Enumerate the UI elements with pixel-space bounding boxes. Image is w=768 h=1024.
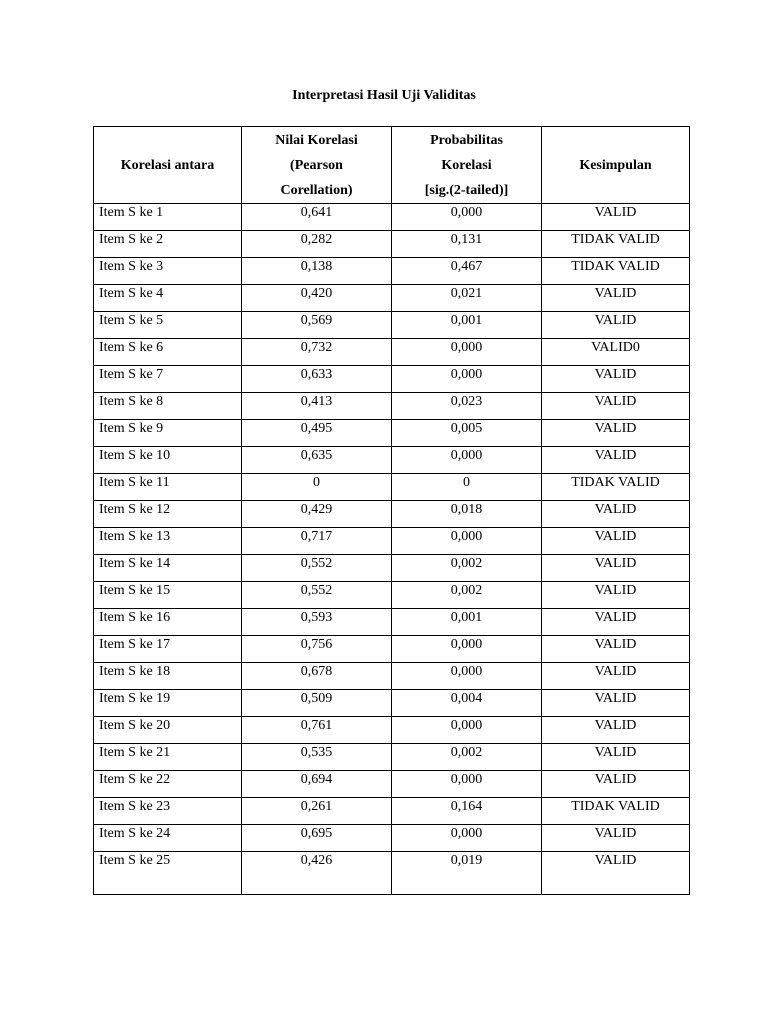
probabilitas-cell: 0,004: [392, 690, 542, 717]
table-row: [94, 771, 690, 798]
probabilitas-cell: 0,000: [392, 825, 542, 852]
nilai-korelasi-cell: 0,535: [242, 744, 392, 771]
table-row: [94, 636, 690, 663]
kesimpulan-cell: VALID: [542, 636, 690, 663]
kesimpulan-cell: VALID: [542, 852, 690, 895]
nilai-korelasi-cell: 0,641: [242, 204, 392, 231]
probabilitas-cell: 0,131: [392, 231, 542, 258]
nilai-korelasi-cell: 0,413: [242, 393, 392, 420]
validity-table: [93, 126, 690, 895]
item-cell: Item S ke 17: [94, 636, 242, 663]
nilai-korelasi-cell: 0,509: [242, 690, 392, 717]
table-header-row: [94, 127, 690, 204]
table-row: [94, 231, 690, 258]
table-row: [94, 690, 690, 717]
item-cell: Item S ke 19: [94, 690, 242, 717]
nilai-korelasi-cell: 0,552: [242, 555, 392, 582]
item-cell: Item S ke 23: [94, 798, 242, 825]
probabilitas-cell: 0,002: [392, 555, 542, 582]
item-cell: Item S ke 2: [94, 231, 242, 258]
item-cell: Item S ke 14: [94, 555, 242, 582]
header-korelasi-antara: [94, 127, 242, 204]
item-cell: Item S ke 10: [94, 447, 242, 474]
table-row: [94, 798, 690, 825]
probabilitas-cell: 0,000: [392, 528, 542, 555]
kesimpulan-cell: TIDAK VALID: [542, 798, 690, 825]
nilai-korelasi-cell: 0,695: [242, 825, 392, 852]
table-row: [94, 474, 690, 501]
nilai-korelasi-cell: 0,717: [242, 528, 392, 555]
table-row: [94, 852, 690, 895]
probabilitas-cell: 0,021: [392, 285, 542, 312]
table-row: [94, 393, 690, 420]
kesimpulan-cell: VALID: [542, 771, 690, 798]
probabilitas-cell: 0,000: [392, 717, 542, 744]
item-cell: Item S ke 3: [94, 258, 242, 285]
probabilitas-cell: 0,000: [392, 636, 542, 663]
page-title: Interpretasi Hasil Uji Validitas: [292, 88, 476, 103]
kesimpulan-cell: VALID: [542, 501, 690, 528]
table-row: [94, 609, 690, 636]
header-nilai-korelasi: [242, 127, 392, 204]
probabilitas-cell: 0,000: [392, 366, 542, 393]
nilai-korelasi-cell: 0,552: [242, 582, 392, 609]
kesimpulan-cell: VALID: [542, 609, 690, 636]
nilai-korelasi-cell: 0,761: [242, 717, 392, 744]
header-probabilitas-line-3: [sig.(2-tailed)]: [424, 182, 509, 198]
table-row: [94, 366, 690, 393]
nilai-korelasi-cell: 0,261: [242, 798, 392, 825]
kesimpulan-cell: VALID: [542, 582, 690, 609]
table-row: [94, 420, 690, 447]
item-cell: Item S ke 20: [94, 717, 242, 744]
item-cell: Item S ke 5: [94, 312, 242, 339]
table-row: [94, 825, 690, 852]
nilai-korelasi-cell: 0,678: [242, 663, 392, 690]
probabilitas-cell: 0,000: [392, 663, 542, 690]
nilai-korelasi-cell: 0,732: [242, 339, 392, 366]
nilai-korelasi-cell: 0,429: [242, 501, 392, 528]
item-cell: Item S ke 4: [94, 285, 242, 312]
header-nilai-korelasi-line-1: Nilai Korelasi: [275, 132, 358, 148]
nilai-korelasi-cell: 0,593: [242, 609, 392, 636]
table-row: [94, 312, 690, 339]
header-probabilitas-line-2: Korelasi: [441, 157, 492, 173]
nilai-korelasi-cell: 0,694: [242, 771, 392, 798]
header-korelasi-antara-label: Korelasi antara: [120, 157, 215, 173]
kesimpulan-cell: VALID: [542, 447, 690, 474]
table-row: [94, 447, 690, 474]
table-row: [94, 258, 690, 285]
kesimpulan-cell: VALID: [542, 312, 690, 339]
table-row: [94, 285, 690, 312]
probabilitas-cell: 0,000: [392, 204, 542, 231]
nilai-korelasi-cell: 0,756: [242, 636, 392, 663]
kesimpulan-cell: VALID: [542, 825, 690, 852]
kesimpulan-cell: VALID: [542, 663, 690, 690]
table-row: [94, 582, 690, 609]
item-cell: Item S ke 8: [94, 393, 242, 420]
item-cell: Item S ke 12: [94, 501, 242, 528]
kesimpulan-cell: VALID: [542, 366, 690, 393]
item-cell: Item S ke 18: [94, 663, 242, 690]
kesimpulan-cell: VALID0: [542, 339, 690, 366]
table-row: [94, 339, 690, 366]
probabilitas-cell: 0,002: [392, 582, 542, 609]
kesimpulan-cell: VALID: [542, 204, 690, 231]
header-nilai-korelasi-line-2: (Pearson: [290, 157, 343, 173]
table-body: [94, 204, 690, 895]
item-cell: Item S ke 24: [94, 825, 242, 852]
probabilitas-cell: 0,023: [392, 393, 542, 420]
table-row: [94, 501, 690, 528]
probabilitas-cell: 0,002: [392, 744, 542, 771]
probabilitas-cell: 0,018: [392, 501, 542, 528]
nilai-korelasi-cell: 0,495: [242, 420, 392, 447]
kesimpulan-cell: VALID: [542, 717, 690, 744]
probabilitas-cell: 0: [392, 474, 542, 501]
nilai-korelasi-cell: 0,426: [242, 852, 392, 895]
table-row: [94, 555, 690, 582]
kesimpulan-cell: TIDAK VALID: [542, 258, 690, 285]
item-cell: Item S ke 21: [94, 744, 242, 771]
item-cell: Item S ke 6: [94, 339, 242, 366]
probabilitas-cell: 0,000: [392, 771, 542, 798]
probabilitas-cell: 0,001: [392, 609, 542, 636]
item-cell: Item S ke 11: [94, 474, 242, 501]
table-row: [94, 717, 690, 744]
header-probabilitas-line-1: Probabilitas: [430, 132, 503, 148]
nilai-korelasi-cell: 0,569: [242, 312, 392, 339]
header-probabilitas-korelasi: [392, 127, 542, 204]
probabilitas-cell: 0,164: [392, 798, 542, 825]
item-cell: Item S ke 13: [94, 528, 242, 555]
kesimpulan-cell: VALID: [542, 285, 690, 312]
header-nilai-korelasi-line-3: Corellation): [280, 182, 353, 198]
probabilitas-cell: 0,467: [392, 258, 542, 285]
header-kesimpulan-label: Kesimpulan: [579, 157, 652, 173]
table-row: [94, 528, 690, 555]
nilai-korelasi-cell: 0,635: [242, 447, 392, 474]
kesimpulan-cell: VALID: [542, 555, 690, 582]
probabilitas-cell: 0,000: [392, 447, 542, 474]
table-row: [94, 663, 690, 690]
header-kesimpulan: [542, 127, 690, 204]
item-cell: Item S ke 25: [94, 852, 242, 895]
item-cell: Item S ke 15: [94, 582, 242, 609]
nilai-korelasi-cell: 0,633: [242, 366, 392, 393]
item-cell: Item S ke 22: [94, 771, 242, 798]
item-cell: Item S ke 1: [94, 204, 242, 231]
item-cell: Item S ke 16: [94, 609, 242, 636]
kesimpulan-cell: VALID: [542, 420, 690, 447]
kesimpulan-cell: VALID: [542, 690, 690, 717]
probabilitas-cell: 0,019: [392, 852, 542, 895]
kesimpulan-cell: TIDAK VALID: [542, 231, 690, 258]
kesimpulan-cell: TIDAK VALID: [542, 474, 690, 501]
nilai-korelasi-cell: 0,420: [242, 285, 392, 312]
nilai-korelasi-cell: 0: [242, 474, 392, 501]
table-row: [94, 204, 690, 231]
table-row: [94, 744, 690, 771]
probabilitas-cell: 0,000: [392, 339, 542, 366]
item-cell: Item S ke 7: [94, 366, 242, 393]
nilai-korelasi-cell: 0,138: [242, 258, 392, 285]
item-cell: Item S ke 9: [94, 420, 242, 447]
kesimpulan-cell: VALID: [542, 528, 690, 555]
nilai-korelasi-cell: 0,282: [242, 231, 392, 258]
probabilitas-cell: 0,005: [392, 420, 542, 447]
kesimpulan-cell: VALID: [542, 744, 690, 771]
probabilitas-cell: 0,001: [392, 312, 542, 339]
kesimpulan-cell: VALID: [542, 393, 690, 420]
